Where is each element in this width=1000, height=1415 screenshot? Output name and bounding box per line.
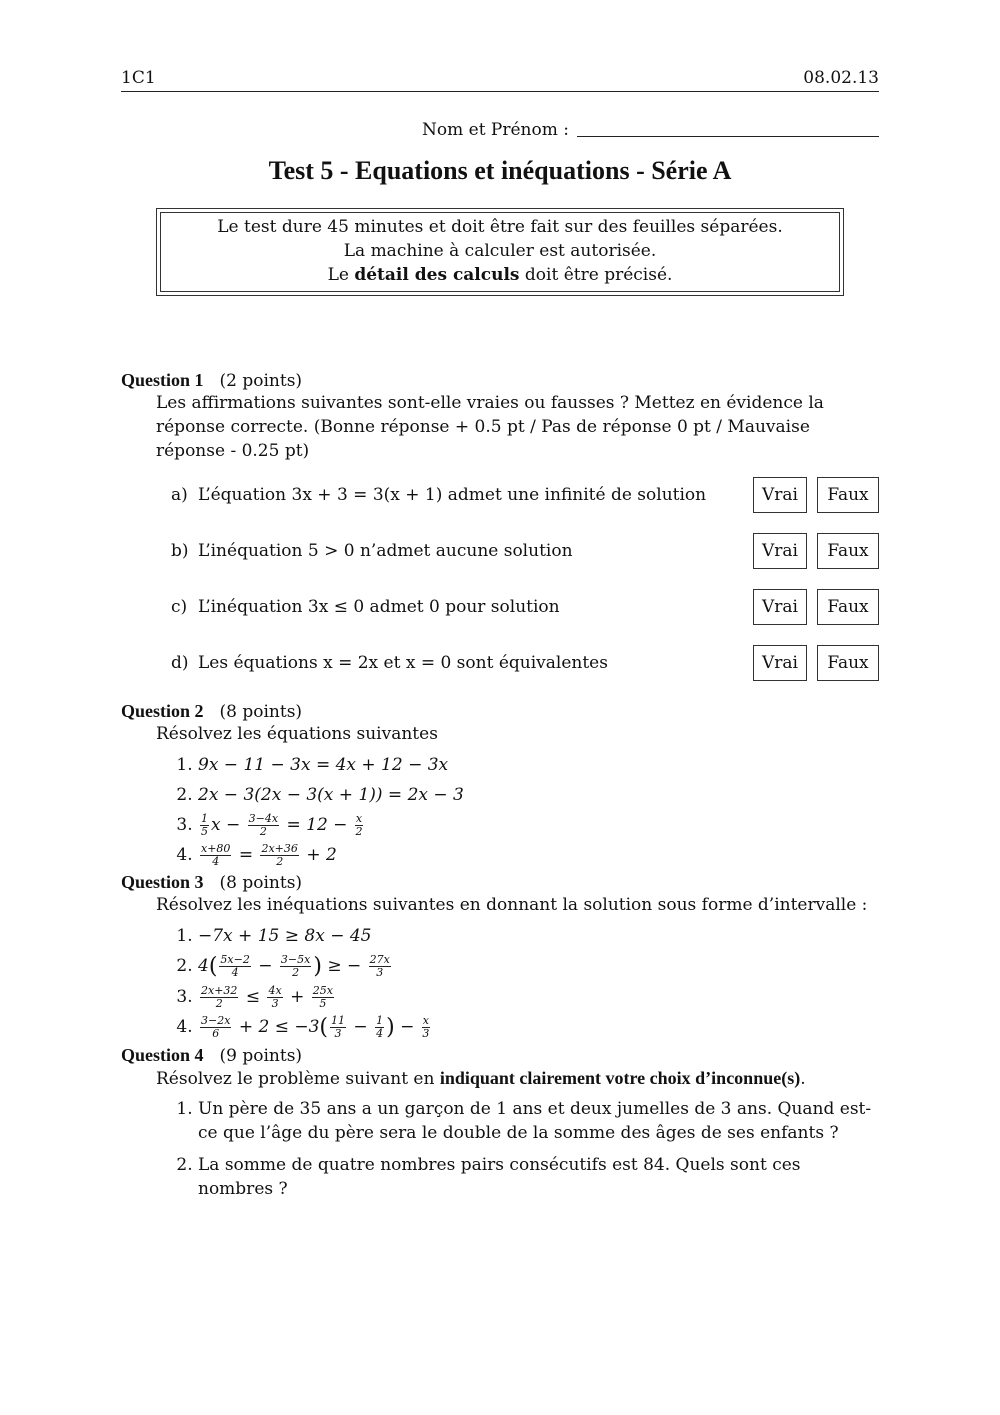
problem-1: 1. Un père de 35 ans a un garçon de 1 ans et deux jumelles de 3 ans. Quand est-ce que l’âge du père sera le double de la somme des âges de ses enfants ? (198, 1097, 879, 1145)
exam-title: Test 5 - Equations et inéquations - Série A (268, 156, 732, 185)
fraction: $\frac{27x}{3}$ (369, 953, 390, 979)
false-box-b[interactable]: Faux (817, 533, 879, 569)
false-box-d[interactable]: Faux (817, 645, 879, 681)
fraction: 4. $\frac{x+80}{4}$ (201, 842, 231, 868)
fraction: $\frac{x}{3}$ (422, 1014, 430, 1040)
question-3-title: Question 3 (8 points) (121, 872, 303, 893)
question-2-text: Résolvez les équations suivantes (156, 724, 438, 744)
question-1-text: Les affirmations suivantes sont-elle vraies ou fausses ? Mettez en évidence la réponse correcte. (Bonne réponse + 0.5 pt / Pas de réponse 0 pt / Mauvaise réponse - 0.25 pt) (156, 393, 824, 461)
class-code: 1C1 (121, 68, 156, 88)
fraction: $\frac{2x+36}{2}$ (261, 842, 298, 868)
exam-page (121, 68, 879, 1201)
inequation-4: 4. $\frac{3-2x}{6}$ + 2 ≤ −3( $\frac{11}{3}$ − $\frac{1}{4}$ ) − $\frac{x}{3}$ (198, 1012, 879, 1043)
name-label: Nom et Prénom : (422, 120, 569, 140)
true-box-d[interactable]: Vrai (753, 645, 807, 681)
statement-b: b) L’inéquation 5 > 0 n’admet aucune solution Vrai Faux (171, 523, 879, 579)
fraction: $\frac{1}{4}$ (376, 1014, 384, 1040)
equation-2: 2. 2x − 3(2x − 3(x + 1)) = 2x − 3 (198, 780, 879, 810)
fraction: $\frac{25x}{5}$ (312, 984, 333, 1010)
question-3-text: Résolvez les inéquations suivantes en donnant la solution sous forme d’intervalle : (156, 895, 868, 915)
instruction-calculator: La machine à calculer est autorisée. (343, 241, 657, 261)
question-2 (121, 701, 879, 870)
inequation-2: 2. 4( $\frac{5x-2}{4}$ − $\frac{3-5x}{2}$ ) ≥ − $\frac{27x}{3}$ (198, 951, 879, 982)
instructions-box (156, 208, 844, 296)
question-2-title: Question 2 (8 points) (121, 701, 303, 722)
question-1-title: Question 1 (2 points) (121, 370, 303, 391)
statement-a: a) L’équation 3x + 3 = 3(x + 1) admet une infinité de solution Vrai Faux (171, 467, 879, 523)
true-box-a[interactable]: Vrai (753, 477, 807, 513)
inequation-1: 1. −7x + 15 ≥ 8x − 45 (198, 921, 879, 951)
question-4 (121, 1045, 879, 1201)
question-3 (121, 872, 879, 1043)
question-4-text: Résolvez le problème suivant en indiquant clairement votre choix d’inconnue(s). (156, 1068, 806, 1089)
fraction: $\frac{5x-2}{4}$ (220, 953, 250, 979)
true-box-b[interactable]: Vrai (753, 533, 807, 569)
fraction: $\frac{11}{3}$ (331, 1014, 345, 1040)
fraction: 3. $\frac{2x+32}{2}$ (201, 984, 238, 1010)
equation-1: 1. 9x − 11 − 3x = 4x + 12 − 3x (198, 750, 879, 780)
exam-date: 08.02.13 (803, 68, 879, 88)
instruction-duration: Le test dure 45 minutes et doit être fait sur des feuilles séparées. (217, 217, 783, 237)
inequation-3: 3. $\frac{2x+32}{2}$ ≤ $\frac{4x}{3}$ + $\frac{25x}{5}$ (198, 982, 879, 1012)
fraction: $\frac{3-4x}{2}$ (248, 812, 279, 838)
fraction: $\frac{4x}{3}$ (268, 984, 282, 1010)
question-4-title: Question 4 (9 points) (121, 1045, 303, 1066)
false-box-c[interactable]: Faux (817, 589, 879, 625)
problem-2: 2. La somme de quatre nombres pairs consécutifs est 84. Quels sont ces nombres ? (198, 1153, 879, 1201)
statement-c: c) L’inéquation 3x ≤ 0 admet 0 pour solution Vrai Faux (171, 579, 879, 635)
instruction-details: Le détail des calculs doit être précisé. (327, 265, 673, 285)
question-1 (121, 370, 879, 691)
statement-d: d) Les équations x = 2x et x = 0 sont équivalentes Vrai Faux (171, 635, 879, 691)
page-header (121, 68, 879, 92)
equation-4: 4. $\frac{x+80}{4}$ = $\frac{2x+36}{2}$ + 2 (198, 840, 879, 870)
fraction: 3. $\frac{1}{5}$ (201, 812, 208, 838)
name-field (121, 120, 879, 140)
equation-3: 3. $\frac{1}{5}$ x − $\frac{3-4x}{2}$ = 12 − $\frac{x}{2}$ (198, 810, 879, 840)
name-blank-line (577, 136, 879, 137)
fraction: $\frac{3-5x}{2}$ (280, 953, 311, 979)
true-box-c[interactable]: Vrai (753, 589, 807, 625)
fraction: 4. $\frac{3-2x}{6}$ (201, 1014, 231, 1040)
fraction: $\frac{x}{2}$ (355, 812, 363, 838)
false-box-a[interactable]: Faux (817, 477, 879, 513)
